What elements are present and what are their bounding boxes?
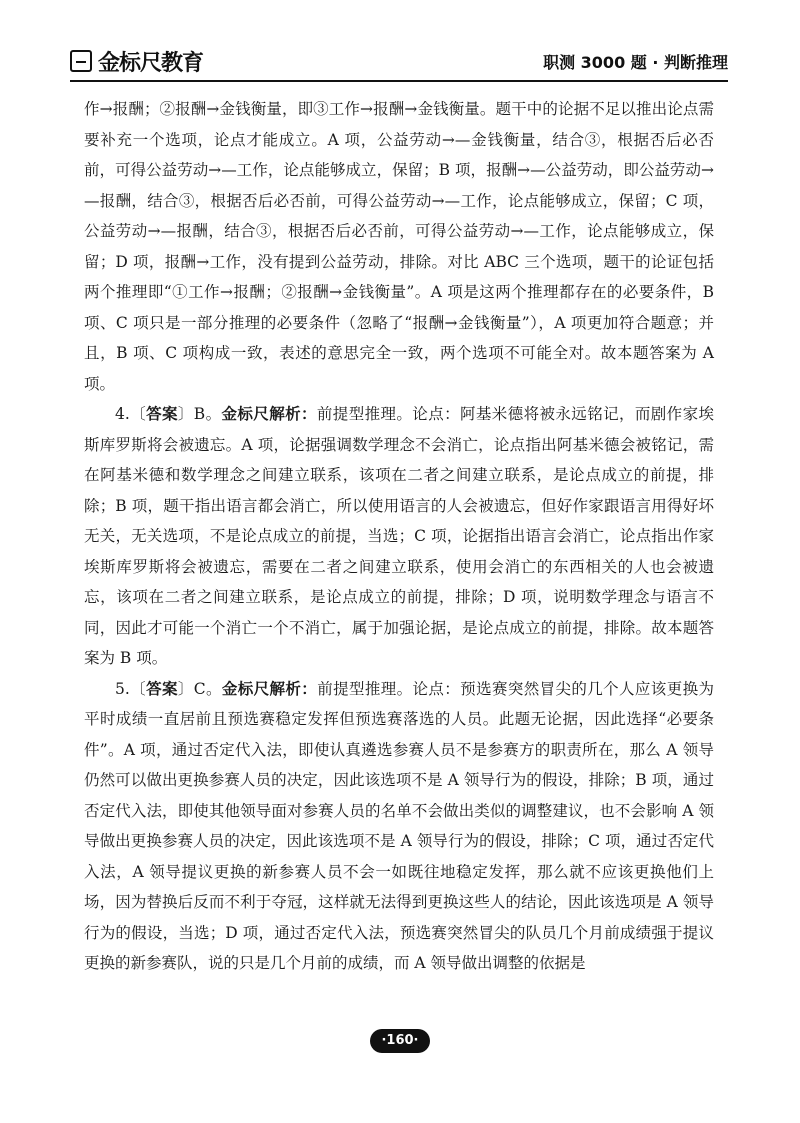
answer-paragraph-5 — [84, 674, 714, 979]
q4-prefix: 4.〔 — [115, 405, 147, 423]
q5-answer-value: 〕C。 — [177, 679, 222, 698]
answer-paragraph-4 — [84, 399, 714, 674]
q4-analysis-body: 前提型推理。论点：阿基米德将被永远铭记，而剧作家埃斯库罗斯将会被遗忘。A 项，论据强调数学理念不会消亡，论点指出阿基米德会被铭记，需在阿基米德和数学理念之间建立联系，该项在二者之间建立联系，是论点成立的前提，排除；B 项，题干指出语言都会消亡，所以使用语言的人会被遗忘，但好作家跟语言用得好坏无关，无关选项，不是论点成立的前提，当选；C 项，论据指出语言会消亡，论点指出作家埃斯库罗斯将会被遗忘，需要在二者之间建立联系，使用会消亡的东西相关的人也会被遗忘，该项在二者之间建立联系，是论点成立的前提，排除；D 项，说明数学理念与语言不同，因此才可能一个消亡一个不消亡，属于加强论据，是论点成立的前提，排除。故本题答案为 B 项。 — [84, 405, 714, 667]
publisher-logo — [70, 46, 203, 76]
page-number: ·160· — [370, 1029, 430, 1053]
q5-analysis-label: 金标尺解析： — [221, 679, 318, 698]
logo-text: 金标尺教育 — [98, 50, 204, 76]
q4-analysis-label: 金标尺解析： — [221, 405, 317, 423]
book-title: 职测 3000 题 · 判断推理 — [543, 53, 728, 72]
header-divider — [70, 80, 728, 82]
q4-answer-value: 〕B。 — [177, 405, 222, 423]
q5-analysis-body: 前提型推理。论点：预选赛突然冒尖的几个人应该更换为平时成绩一直居前且预选赛稳定发挥但预选赛落选的人员。此题无论据，因此选择“必要条件”。A 项，通过否定代入法，即使认真遴选参赛人员不是参赛方的职责所在，那么 A 领导仍然可以做出更换参赛人员的决定，因此该选项不是 A 领导行为的假设，排除；B 项，通过否定代入法，即使其他领导面对参赛人员的名单不会做出类似的调整建议，也不会影响 A 领导做出更换参赛人员的决定，因此该选项不是 A 领导行为的假设，排除；C 项，通过否定代入法，A 领导提议更换的新参赛人员不会一如既往地稳定发挥，那么就不应该更换他们上场，因为替换后反而不利于夺冠，这样就无法得到更换这些人的结论，因此该选项是 A 领导行为的假设，当选；D 项，通过否定代入法，预选赛突然冒尖的队员几个月前成绩强于提议更换的新参赛队，说的只是几个月前的成绩，而 A 领导做出调整的依据是 — [84, 679, 714, 972]
logo-icon — [70, 50, 92, 72]
q4-answer-label: 答案 — [146, 405, 178, 423]
q5-answer-label: 答案 — [146, 679, 178, 698]
page-header — [70, 42, 728, 82]
q5-prefix: 5.〔 — [115, 679, 147, 698]
page-content — [84, 94, 714, 979]
answer-paragraph-3-continued: 作→报酬；②报酬→金钱衡量，即③工作→报酬→金钱衡量。题干中的论据不足以推出论点需要补充一个选项，论点才能成立。A 项，公益劳动→—金钱衡量，结合③，根据否后必否前，可得公益劳动→—工作，论点能够成立，保留；B 项，报酬→—公益劳动，即公益劳动→—报酬，结合③，根据否后必否前，可得公益劳动→—工作，论点能够成立，保留；C 项，公益劳动→—报酬，结合③，根据否后必否前，可得公益劳动→—工作，论点能够成立，保留；D 项，报酬→工作，没有提到公益劳动，排除。对比 ABC 三个选项，题干的论证包括两个推理即“①工作→报酬；②报酬→金钱衡量”。A 项是这两个推理都存在的必要条件，B 项、C 项只是一部分推理的必要条件（忽略了“报酬→金钱衡量”），A 项更加符合题意；并且，B 项、C 项构成一致，表述的意思完全一致，两个选项不可能全对。故本题答案为 A 项。 — [84, 100, 714, 393]
